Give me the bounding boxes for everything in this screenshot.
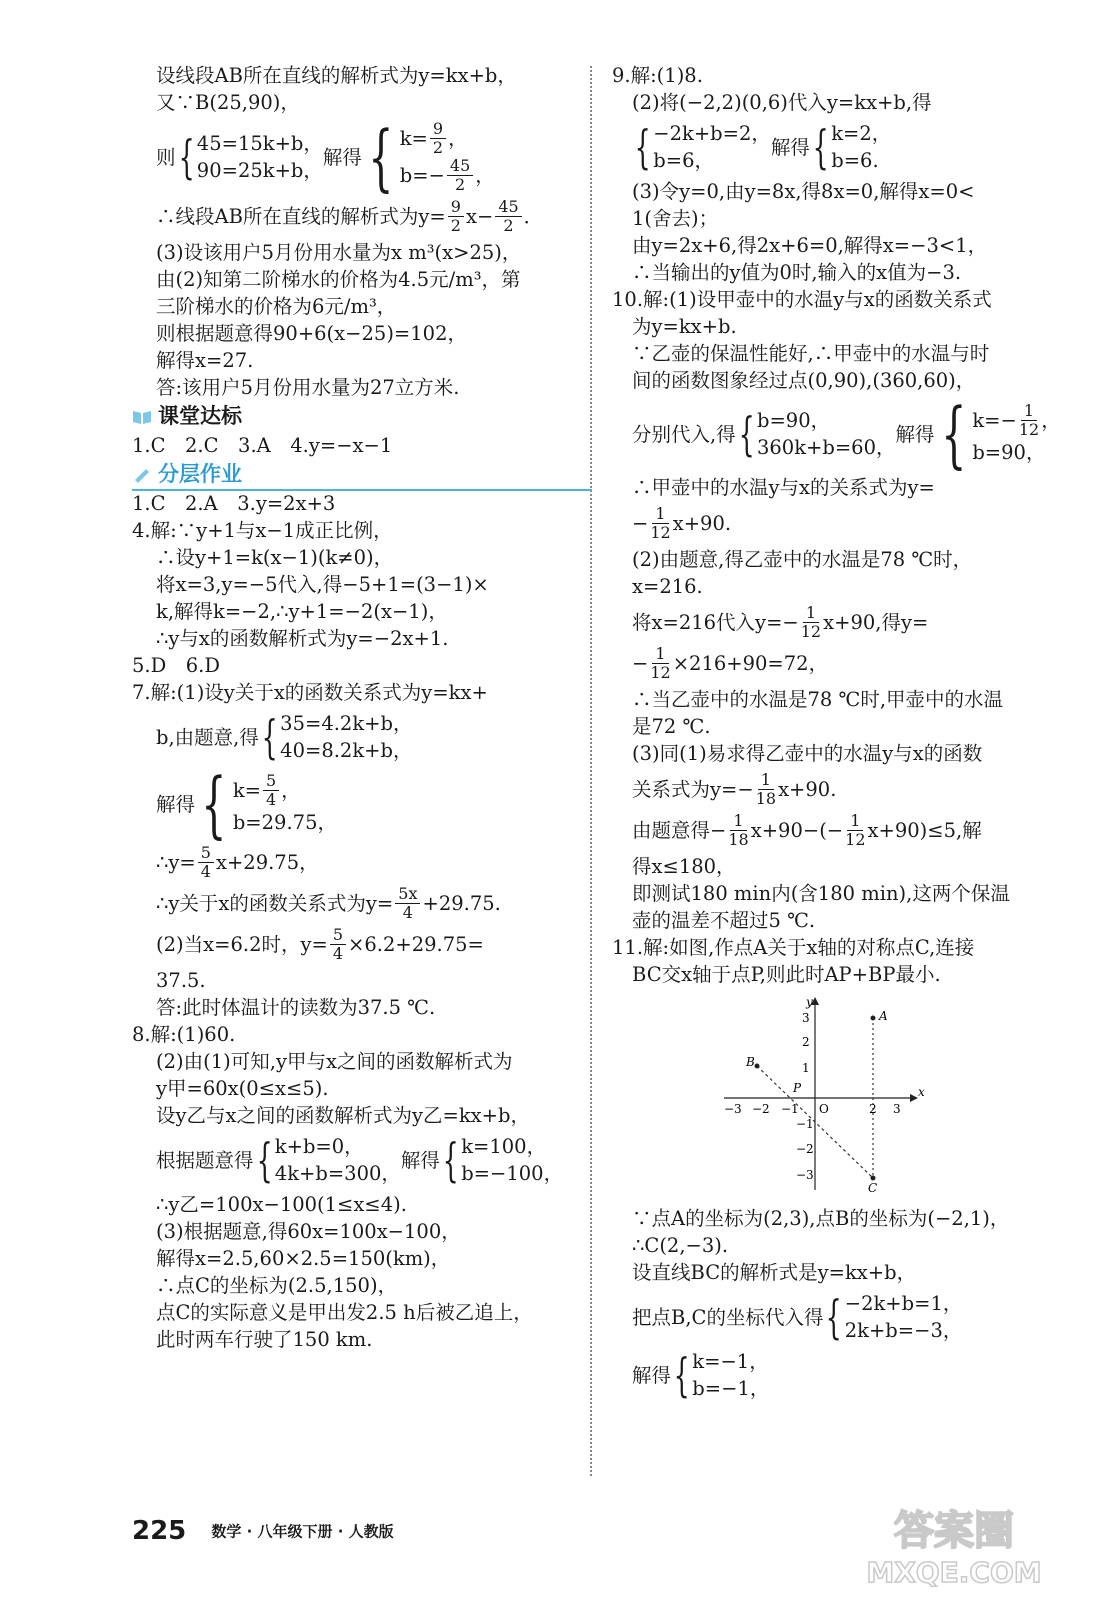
text-line: 三阶梯水的价格为6元/m³， (156, 295, 397, 318)
section-title-homework: 分层作业 (132, 461, 572, 488)
origin-label: O (819, 1102, 829, 1116)
book-icon (132, 409, 152, 425)
text-line: ∴C(2,−3). (632, 1234, 729, 1257)
pencil-icon (132, 467, 152, 483)
text-line: 10.解:(1)设甲壶中的水温y与x的函数关系式 (612, 288, 992, 311)
text-line: (3)令y=0,由y=8x,得8x=0,解得x=0< (632, 180, 975, 203)
text-line: 得x≤180， (632, 855, 736, 878)
left-column (132, 62, 572, 1353)
text-line: ∴点C的坐标为(2.5,150)， (156, 1274, 398, 1297)
page-footer (132, 1516, 394, 1546)
text-line: 此时两车行驶了150 km. (156, 1328, 373, 1351)
text-line: ∴y= $\frac{5}{4}$ x+29.75， (156, 843, 319, 881)
y-axis-label: y (806, 995, 813, 1009)
equation-system: { −2k+b=2， b=6， 解得 { k=2， b=6. (634, 120, 892, 174)
watermark-logo (844, 1500, 1064, 1590)
answer-line: 1.C 2.C 3.A 4.y=−x−1 (132, 434, 393, 457)
y-tick: 3 (802, 1011, 810, 1025)
text-line: 设y乙与x之间的函数解析式为y乙=kx+b， (156, 1104, 531, 1127)
y-tick: 1 (802, 1061, 810, 1075)
point-p-label: P (793, 1081, 802, 1095)
x-tick: 3 (893, 1102, 901, 1116)
equation-system: 解得 { k=−1， b=−1， (632, 1348, 770, 1402)
text-line: 又∵B(25,90)， (156, 91, 300, 114)
fraction: $\frac{45}{2}$ (447, 157, 473, 194)
text-line: 由题意得− $\frac{1}{18}$ x+90−(− $\frac{1}{12}$ x+90)≤5,解 (632, 811, 982, 849)
text-line: 由y=2x+6,得2x+6=0,解得x=−3<1， (632, 234, 988, 257)
text-line: (2)由题意,得乙壶中的水温是78 ℃时， (632, 548, 973, 571)
point-c-label: C (868, 1181, 878, 1195)
text-line: 解得x=27. (156, 349, 254, 372)
coordinate-graph (722, 994, 925, 1195)
text-line: 间的函数图象经过点(0,90),(360,60)， (632, 369, 976, 392)
text-line: (3)根据题意,得60x=100x−100， (156, 1220, 461, 1243)
text-line: 点C的实际意义是甲出发2.5 h后被乙追上， (156, 1301, 533, 1324)
text-line: 设直线BC的解析式是y=kx+b， (632, 1261, 917, 1284)
text-line: 由(2)知第二阶梯水的价格为4.5元/m³，第 (156, 268, 521, 291)
text-line: (2)由(1)可知,y甲与x之间的函数解析式为 (156, 1050, 513, 1073)
point-b-label: B (746, 1055, 755, 1069)
text-line: ∴线段AB所在直线的解析式为y= $\frac{9}{2}$ x− $\frac{45}{2}$ ． (156, 197, 544, 235)
text-line: 壶的温差不超过5 ℃. (632, 909, 816, 932)
page-number: 225 (132, 1516, 187, 1546)
point-a-label: A (879, 1009, 888, 1023)
text-line: (3)同(1)易求得乙壶中的水温y与x的函数 (632, 742, 983, 765)
equation-system: 把点B,C的坐标代入得 { −2k+b=1， 2k+b=−3， (632, 1290, 963, 1344)
text-line: 关系式为y=− $\frac{1}{18}$ x+90. (632, 770, 837, 808)
x-tick: 2 (869, 1102, 877, 1116)
text-line: − $\frac{1}{12}$ x+90. (632, 504, 732, 542)
svg-text:答案圈: 答案圈 (894, 1508, 1014, 1554)
text-line: 1(舍去)； (632, 207, 719, 230)
text-line: 9.解:(1)8. (612, 64, 703, 87)
answer-line: 1.C 2.A 3.y=2x+3 (132, 492, 336, 515)
y-tick: −2 (796, 1142, 814, 1156)
text-line: (2)将(−2,2)(0,6)代入y=kx+b,得 (632, 91, 932, 114)
text-line: ∴当乙壶中的水温是78 ℃时,甲壶中的水温 (632, 688, 1004, 711)
text-line: 则根据题意得90+6(x−25)=102， (156, 322, 467, 345)
text-line: − $\frac{1}{12}$ ×216+90=72， (632, 644, 829, 682)
text-line: ∴y与x的函数解析式为y=−2x+1. (156, 627, 449, 650)
text-line: 即测试180 min内(含180 min),这两个保温 (632, 882, 1010, 905)
y-tick: 2 (802, 1035, 810, 1049)
text-line: (3)设该用户5月份用水量为x m³(x>25)， (156, 241, 522, 264)
text-line: 8.解:(1)60. (132, 1023, 236, 1046)
column-divider (590, 66, 592, 1476)
text-line: ∵乙壶的保温性能好,∴甲壶中的水温与时 (632, 342, 990, 365)
text-line: 为y=kx+b. (632, 315, 737, 338)
x-axis-label: x (918, 1085, 925, 1099)
text-line: ∵点A的坐标为(2,3),点B的坐标为(−2,1)， (632, 1207, 1010, 1230)
text-line: ∴y乙=100x−100(1≤x≤4). (156, 1193, 407, 1216)
y-tick: −3 (796, 1168, 814, 1182)
text-line: ∴甲壶中的水温y与x的关系式为y= (632, 476, 935, 499)
text-line: 设线段AB所在直线的解析式为y=kx+b， (156, 64, 517, 87)
text-line: k,解得k=−2,∴y+1=−2(x−1)， (156, 600, 448, 623)
text-line: ∴当输出的y值为0时,输入的x值为−3. (632, 261, 962, 284)
text-line: x=216. (632, 575, 703, 598)
text-line: 答:该用户5月份用水量为27立方米. (156, 376, 460, 399)
text-line: ∴y关于x的函数关系式为y= $\frac{5x}{4}$ +29.75. (156, 884, 501, 922)
x-tick: −3 (724, 1102, 742, 1116)
text-line: 解得x=2.5,60×2.5=150(km)， (156, 1247, 451, 1270)
y-tick: −1 (796, 1117, 814, 1131)
text-line: y甲=60x(0≤x≤5). (156, 1077, 329, 1100)
answer-line: 5.D 6.D (132, 654, 220, 677)
section-title-classroom: 课堂达标 (132, 403, 572, 430)
x-tick: −2 (752, 1102, 770, 1116)
text-line: ∴设y+1=k(x−1)(k≠0)， (156, 546, 394, 569)
equation-system: 根据题意得 { k+b=0， 4k+b=300， 解得 { k=100， b=−100， (156, 1133, 564, 1187)
equation-system: 则 { 45=15k+b， 90=25k+b， 解得 { k= $\frac{9}{2}$ ， b=− $\frac{45}{2}$ ， (156, 115, 495, 199)
text-line: 11.解:如图,作点A关于x轴的对称点C,连接 (612, 936, 975, 959)
equation-system: 分别代入,得 { b=90， 360k+b=60， 解得 { k=− $\frac{1}{12}$ ， b=90， (632, 392, 1061, 476)
fraction: $\frac{9}{2}$ (430, 120, 446, 157)
text-line: 答:此时体温计的读数为37.5 ℃. (156, 996, 436, 1019)
text-line: 7.解:(1)设y关于x的函数关系式为y=kx+ (132, 681, 488, 704)
text-line: 是72 ℃. (632, 715, 711, 738)
svg-text:MXQE.COM: MXQE.COM (866, 1556, 1042, 1589)
text-line: 37.5. (156, 969, 206, 992)
equation-system: 解得 { k= $\frac{5}{4}$ ， b=29.75， (156, 762, 337, 846)
x-tick: −1 (781, 1102, 799, 1116)
text-line: (2)当x=6.2时，y= $\frac{5}{4}$ ×6.2+29.75= (156, 925, 484, 963)
text-line: 将x=216代入y=− $\frac{1}{12}$ x+90,得y= (632, 603, 929, 641)
right-column (612, 62, 1061, 1406)
text-line: 4.解:∵y+1与x−1成正比例， (132, 519, 393, 542)
book-title: 数学 · 八年级下册 · 人教版 (211, 1522, 394, 1541)
equation-system: b,由题意,得 { 35=4.2k+b， 40=8.2k+b， (156, 710, 413, 764)
text-line: 将x=3,y=−5代入,得−5+1=(3−1)× (156, 573, 489, 596)
text-line: BC交x轴于点P,则此时AP+BP最小. (632, 963, 941, 986)
